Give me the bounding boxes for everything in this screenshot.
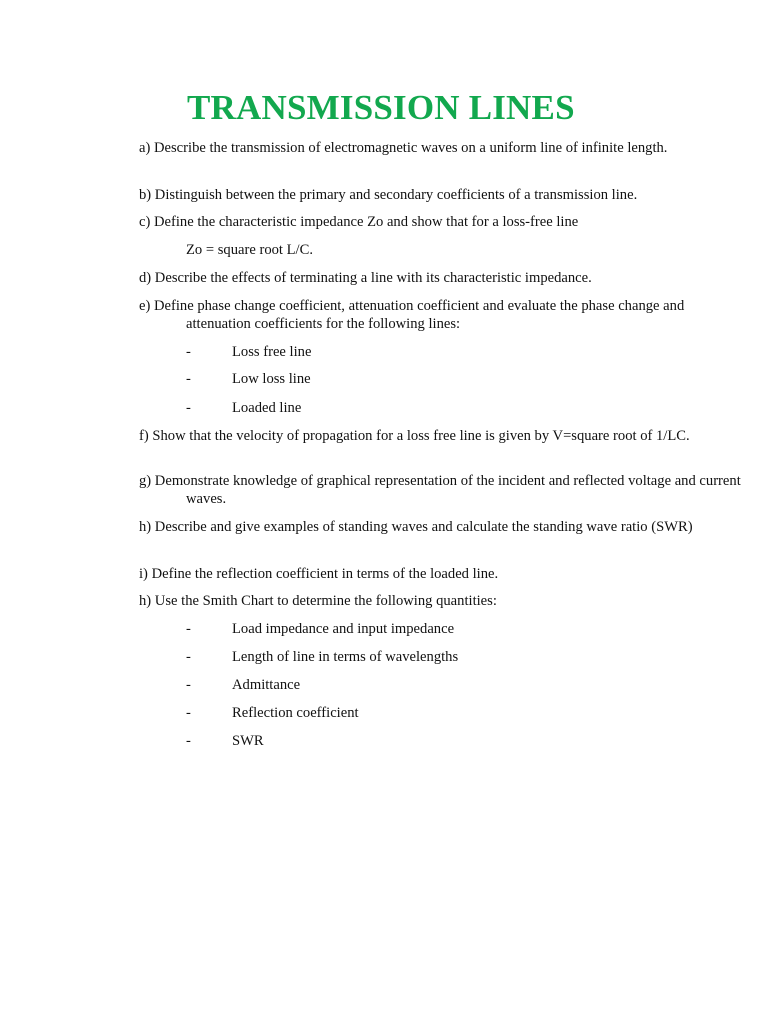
item-h-smith-chart: h) Use the Smith Chart to determine the following quantities: [139,593,497,609]
bullet-text: SWR [232,733,264,749]
bullet-dash: - [186,400,191,416]
item-c: c) Define the characteristic impedance Zo and show that for a loss-free line [139,214,579,230]
bullet-text: Length of line in terms of wavelengths [232,649,459,665]
formula-zo: Zo = square root L/C. [186,242,313,258]
item-d: d) Describe the effects of terminating a line with its characteristic impedance. [139,270,592,286]
bullet-text: Loss free line [232,344,312,360]
bullet-dash: - [186,649,191,665]
bullet-text: Admittance [232,677,301,693]
bullet-dash: - [186,677,191,693]
bullet-dash: - [186,371,191,387]
item-f: f) Show that the velocity of propagation for a loss free line is given by V=square root of 1/LC. [139,428,690,444]
bullet-dash: - [186,621,191,637]
bullet-dash: - [186,344,191,360]
bullet-text: Low loss line [232,371,311,387]
page-title: TRANSMISSION LINES [187,88,575,127]
bullet-text: Load impedance and input impedance [232,621,455,637]
bullet-text: Reflection coefficient [232,705,359,721]
bullet-dash: - [186,733,191,749]
item-b: b) Distinguish between the primary and secondary coefficients of a transmission line. [139,187,638,203]
item-i: i) Define the reflection coefficient in terms of the loaded line. [139,566,499,582]
item-e: e) Define phase change coefficient, attenuation coefficient and evaluate the phase change and attenuation coefficients for the following lines: [139,298,685,332]
item-h-standing-waves: h) Describe and give examples of standing waves and calculate the standing wave ratio (SWR) [139,519,693,535]
item-a: a) Describe the transmission of electromagnetic waves on a uniform line of infinite length. [139,140,668,156]
bullet-text: Loaded line [232,400,302,416]
item-g: g) Demonstrate knowledge of graphical representation of the incident and reflected voltage and current waves. [139,473,741,507]
bullet-dash: - [186,705,191,721]
